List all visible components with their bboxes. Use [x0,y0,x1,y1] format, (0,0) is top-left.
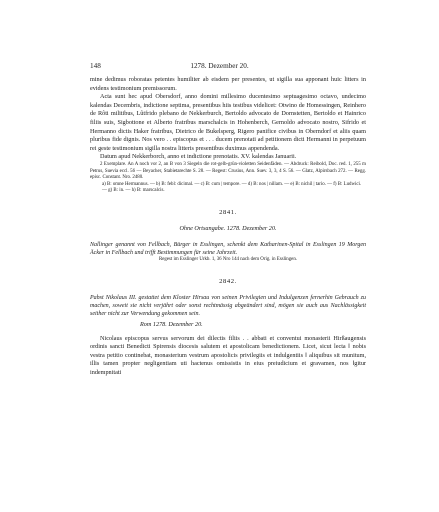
page-header [90,62,366,71]
charter-2841-number: 2841. [219,208,237,216]
charter-2841-source: Regest im Esslinger Urkb. 1, 36 Nro 144 nach dem Orig. in Esslingen. [158,257,297,263]
charter-2840-datum: Datum apud Nekkerborch, anno et indictione prenotatis. XV. kalendas Januarii. [100,153,297,161]
page-number: 148 [90,62,101,70]
running-title: 1278. Dezember 20. [190,62,249,70]
charter-2840-closing: mine dedimus roboratas petentes humiliter ab eisdem per presentes, ut sigilla sua apponant huic litters in evidens testimonium premissorum. [90,76,366,92]
charter-2840-notes: a) B: omne Hermannus. — b) B: febl: dicimal. — c) B: cum | tempore. — d) B: nos | nillam. — e) B: nichil | tario. — f) B: Ludwici. — g) B: in. — h) B: marscalcis. [102,181,362,194]
charter-2841-place-date: Ohne Ortsangabe. 1278. Dezember 20. [179,224,277,232]
charter-2842-number: 2842. [219,277,237,285]
charter-2840-acta: Acta sunt hec apud Obersdorf, anno domini millesimo ducentesimo septuagesimo octavo, undecimo kalendas Decembris, indictione septima, presentibus hiis testibus videlicet: Otwino de Homessingen, Reinhero de Rôti militibus, Lûtfrido plebano de Nekkerburch, Bertoldo advocato de Dornstetten, Bertoldo et Hainrico filiis suis, Sigbottone et Alberto fratribus marschalcis in Hohenberch, Gernoldo advocato nostro, Sifrido et Hermanno dictis Haker fratribus, Dietrico de Bukelsperg, Rigero panifice civibus in Oberndorf et aliis quam pluribus fide dignis. Nos vero . . episcopus et . . . ducem prenotati ad petitionem dicti Hermanni in perpetuum rei geste testimonium sigilla nostra litteris presentibus duximus appendenda. [90,93,366,152]
charter-2842-text: Nicolaus episcopus servus servorum dei dilectis filiis . . abbati et conventui monasterii Hirßaugensis ordinis sancti Benedicti Spirensis diocesis salutem et apostolicam benedictionem. Licet, sicut lecta ǁ nobis vestra petitio continebat, monasterium vestrum apostolicis privilegiis et indulgentiis ǁ aliquibus sit munitum, illis tamen propter negligentiam uti hactenus omissistis in eius preiudicium et gravamen, nos ǁgitur indempnitati [90,334,366,376]
charter-2842-regest: Pabst Nikolaus III. gestattet dem Kloster Hirsau von seinen Privilegien und Indulgenzen fernerhin Gebrauch zu machen, soweit sie nicht verjährt oder sonst rechtmässig abgeändert sind, mögen sie auch aus Nachlässigkeit seither nicht zur Verwendung gekommen sein. [90,294,366,318]
charter-2840-apparatus: 2 Exemplare. An A noch vor 2, an B von 3 Siegeln die rot-gelb-grün-violetten Seidenfäden. — Abdruck: Reibold, Doc. red. 1, 255 m Petrus, Suevia eccl. 56 — Beyacher, Stabietarechte S. 28. — Regest: Crusius, Ann. Suev. 3, 3, 4 S. 56. — Glatz, Alpirsbach 272. — Regg. episc. Constant. Nro. 2480. [90,161,366,181]
charter-2842-place-date: Rom 1278. Dezember 20. [140,320,203,328]
charter-2841-regest: Nallinger genannt von Fellbach, Bürger in Esslingen, schenkt dem Katharinen-Spital in Esslingen 19 Morgen Äcker in Fellbach und trifft Bestimmungen für seine Jahrzeit. [90,241,366,257]
